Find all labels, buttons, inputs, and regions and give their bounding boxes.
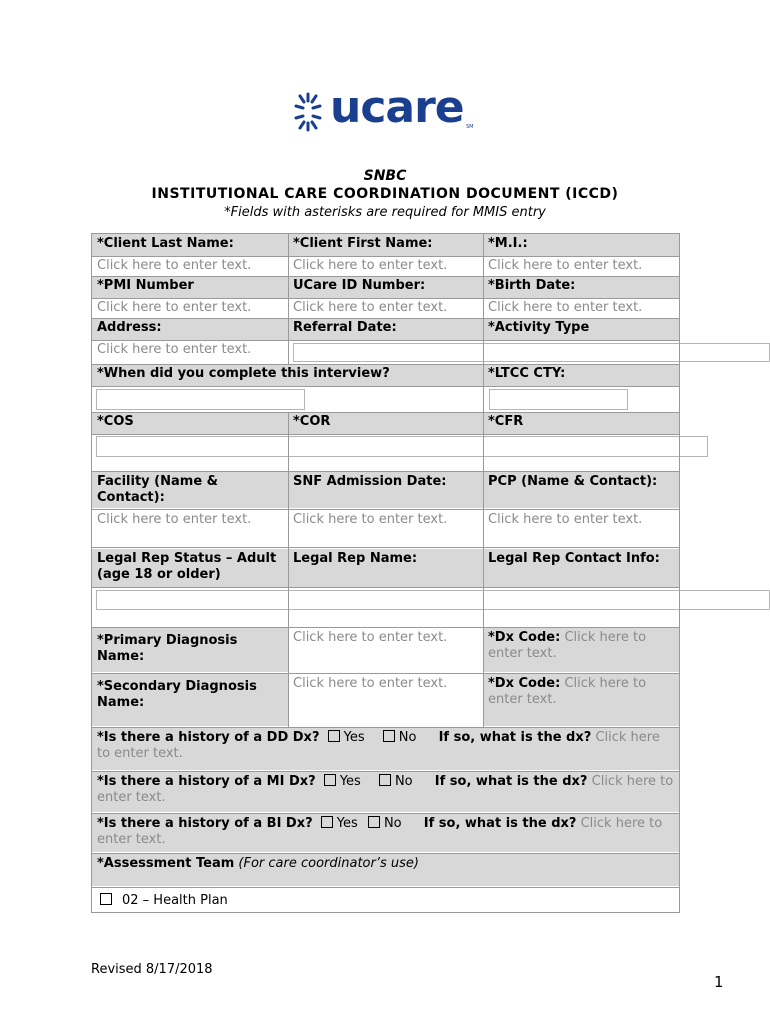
assessment-team-header [92,854,679,886]
dd-yes-label: Yes [343,730,365,745]
label-cos: *COS [92,412,288,434]
input-cos-cor-cfr[interactable] [96,436,708,457]
label-cor: *COR [288,412,483,434]
bi-yes-option[interactable] [321,816,358,831]
doc-subtitle: SNBC [363,168,407,184]
input-referral-activity[interactable] [293,343,770,362]
label-address: Address: [92,318,288,340]
dd-no-option[interactable] [383,730,417,745]
label-primary-dx: *Primary Diagnosis Name: [92,628,288,672]
bi-yes-label: Yes [336,816,358,831]
dd-question: *Is there a history of a DD Dx? [97,730,320,745]
health-plan-row [92,888,679,912]
logo-service-mark: SM [466,124,474,130]
mi-what-dx: If so, what is the dx? [434,774,588,789]
mi-yes-option[interactable] [324,774,361,789]
revised-date: Revised 8/17/2018 [91,962,213,977]
label-client-last: *Client Last Name: [92,234,288,256]
input-pmi[interactable]: Click here to enter text. [97,300,252,315]
bi-yes-checkbox[interactable] [321,816,333,828]
label-client-first: *Client First Name: [288,234,483,256]
assessment-note: (For care coordinator’s use) [238,856,419,871]
input-mi-dx[interactable]: Click here to enter text. [97,774,674,805]
logo-wordmark: ucare [330,82,464,133]
label-secondary-dx-code: *Dx Code: [488,676,561,691]
input-primary-dx[interactable]: Click here to enter text. [293,630,448,645]
input-bi-dx[interactable]: Click here to enter text. [97,816,663,847]
bi-no-option[interactable] [368,816,402,831]
label-mi: *M.I.: [483,234,679,256]
mi-no-option[interactable] [379,774,413,789]
health-plan-label: 02 – Health Plan [122,893,228,908]
bi-no-checkbox[interactable] [368,816,380,828]
dd-no-checkbox[interactable] [383,730,395,742]
label-legal-status: Legal Rep Status – Adult (age 18 or older) [92,549,288,587]
label-facility: Facility (Name & Contact): [92,472,288,508]
input-facility[interactable]: Click here to enter text. [97,512,252,527]
label-primary-dx-code: *Dx Code: [488,630,561,645]
input-ucare-id[interactable]: Click here to enter text. [293,300,448,315]
bi-history-row [92,814,679,852]
mi-no-checkbox[interactable] [379,774,391,786]
input-secondary-dx-code[interactable]: Click here to enter text. [488,676,647,707]
mi-yes-checkbox[interactable] [324,774,336,786]
primary-dx-code-cell [483,628,679,672]
label-legal-name: Legal Rep Name: [288,549,483,587]
dd-history-row [92,728,679,770]
page-number: 1 [714,973,724,991]
input-mi[interactable]: Click here to enter text. [488,258,643,273]
bi-question: *Is there a history of a BI Dx? [97,816,313,831]
input-secondary-dx[interactable]: Click here to enter text. [293,676,448,691]
dd-no-label: No [398,730,417,745]
input-birth-date[interactable]: Click here to enter text. [488,300,643,315]
dd-yes-option[interactable] [328,730,365,745]
required-note: *Fields with asterisks are required for MMIS entry [224,205,546,220]
input-legal-rep[interactable] [96,590,770,610]
label-ltcc-cty: *LTCC CTY: [483,364,679,386]
label-pcp: PCP (Name & Contact): [483,472,679,508]
ucare-logo-icon [294,92,326,134]
label-legal-contact: Legal Rep Contact Info: [483,549,679,587]
secondary-dx-code-cell [483,674,679,726]
doc-title: INSTITUTIONAL CARE COORDINATION DOCUMENT (ICCD) [151,186,619,202]
label-interview-date: *When did you complete this interview? [92,364,483,386]
label-secondary-dx: *Secondary Diagnosis Name: [92,674,288,726]
label-pmi: *PMI Number [92,276,288,298]
label-birth-date: *Birth Date: [483,276,679,298]
bi-no-label: No [383,816,402,831]
dd-yes-checkbox[interactable] [328,730,340,742]
label-activity-type: *Activity Type [483,318,679,340]
input-snf-admission[interactable]: Click here to enter text. [293,512,448,527]
input-client-first[interactable]: Click here to enter text. [293,258,448,273]
mi-question: *Is there a history of a MI Dx? [97,774,316,789]
mi-yes-label: Yes [339,774,361,789]
mi-no-label: No [394,774,413,789]
dd-what-dx: If so, what is the dx? [438,730,592,745]
assessment-title: *Assessment Team [97,856,235,871]
input-interview-date[interactable] [96,389,305,410]
input-client-last[interactable]: Click here to enter text. [97,258,252,273]
input-address[interactable]: Click here to enter text. [97,342,252,357]
input-primary-dx-code[interactable]: Click here to enter text. [488,630,647,661]
input-ltcc-cty[interactable] [489,389,628,410]
mi-history-row [92,772,679,812]
label-referral-date: Referral Date: [288,318,483,340]
health-plan-checkbox[interactable] [100,893,112,905]
ucare-logo [294,82,484,136]
label-cfr: *CFR [483,412,679,434]
input-dd-dx[interactable]: Click here to enter text. [97,730,660,761]
bi-what-dx: If so, what is the dx? [423,816,577,831]
input-pcp[interactable]: Click here to enter text. [488,512,643,527]
label-snf-admission: SNF Admission Date: [288,472,483,508]
label-ucare-id: UCare ID Number: [288,276,483,298]
